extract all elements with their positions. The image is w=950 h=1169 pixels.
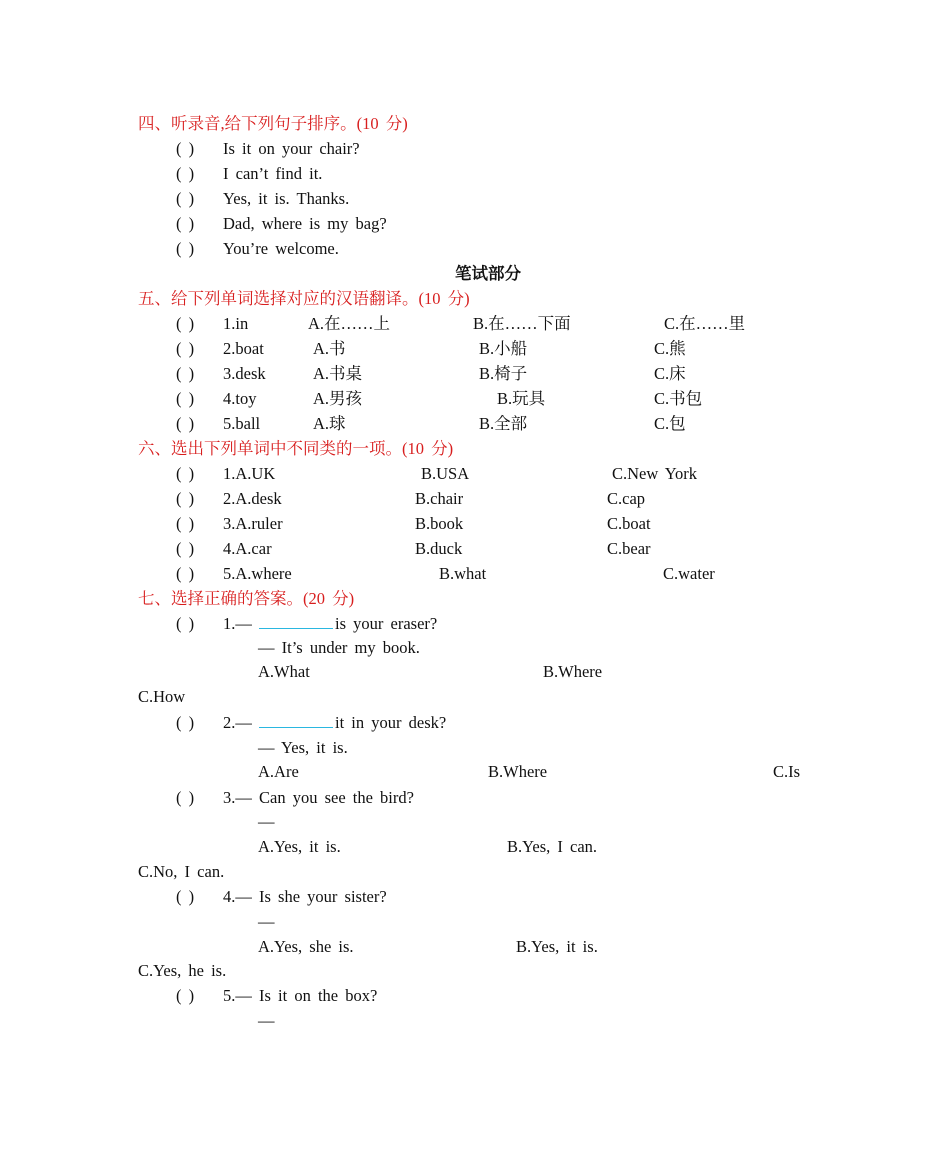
option-b: B.book <box>415 514 464 533</box>
question-text: is your eraser? <box>335 614 438 633</box>
question-word: 4.toy <box>223 389 257 408</box>
answer-paren: ( ) <box>176 239 195 258</box>
answer-paren: ( ) <box>176 489 195 508</box>
sentence-text: Is it on your chair? <box>223 139 360 158</box>
question-text: 3.— Can you see the bird? <box>223 788 414 807</box>
option-c: C.bear <box>607 539 651 558</box>
option-a: A.在……上 <box>308 314 391 333</box>
sentence-text: Dad, where is my bag? <box>223 214 387 233</box>
option-b: B.全部 <box>479 414 528 433</box>
answer-paren: ( ) <box>176 564 195 583</box>
question-number: 1.— <box>223 614 252 633</box>
question-text: 5.— Is it on the box? <box>223 986 378 1005</box>
reply-line: — <box>258 1011 275 1030</box>
question-number: 2.— <box>223 713 252 732</box>
option-b: B.Yes, I can. <box>507 837 598 856</box>
option-a: A.What <box>258 662 310 681</box>
question-prompt <box>223 713 446 733</box>
option-a: A.男孩 <box>313 389 363 408</box>
option-a: A.球 <box>313 414 346 433</box>
option-c: C.Yes, he is. <box>138 961 227 980</box>
option-a: A.书桌 <box>313 364 363 383</box>
answer-paren: ( ) <box>176 389 195 408</box>
option-b: B.what <box>439 564 487 583</box>
option-a: 3.A.ruler <box>223 514 283 533</box>
fill-blank[interactable] <box>259 614 333 629</box>
option-b: B.在……下面 <box>473 314 571 333</box>
sentence-text: I can’t find it. <box>223 164 323 183</box>
answer-paren: ( ) <box>176 139 195 158</box>
option-b: B.玩具 <box>497 389 546 408</box>
option-a: 5.A.where <box>223 564 292 583</box>
option-c: C.Is <box>773 762 801 781</box>
answer-paren: ( ) <box>176 214 195 233</box>
reply-line: — <box>258 912 275 931</box>
reply-line: — Yes, it is. <box>258 738 348 757</box>
option-a: A.Yes, it is. <box>258 837 341 856</box>
question-word: 2.boat <box>223 339 264 358</box>
option-c: C.No, I can. <box>138 862 225 881</box>
option-b: B.USA <box>421 464 470 483</box>
section-4-title: 四、听录音,给下列句子排序。(10 分) <box>138 114 408 133</box>
answer-paren: ( ) <box>176 164 195 183</box>
answer-paren: ( ) <box>176 464 195 483</box>
option-c: C.water <box>663 564 715 583</box>
option-b: B.Where <box>543 662 603 681</box>
question-word: 1.in <box>223 314 249 333</box>
section-6-title: 六、选出下列单词中不同类的一项。(10 分) <box>138 439 454 458</box>
option-c: C.书包 <box>654 389 703 408</box>
option-b: B.duck <box>415 539 463 558</box>
option-a: A.Yes, she is. <box>258 937 354 956</box>
answer-paren: ( ) <box>176 614 195 633</box>
sentence-text: You’re welcome. <box>223 239 339 258</box>
option-c: C.包 <box>654 414 686 433</box>
written-part-title: 笔试部分 <box>455 264 521 283</box>
section-5-title: 五、给下列单词选择对应的汉语翻译。(10 分) <box>138 289 470 308</box>
question-text: 4.— Is she your sister? <box>223 887 387 906</box>
option-b: B.小船 <box>479 339 528 358</box>
answer-paren: ( ) <box>176 339 195 358</box>
option-c: C.cap <box>607 489 646 508</box>
option-a: 4.A.car <box>223 539 272 558</box>
option-b: B.Where <box>488 762 548 781</box>
answer-paren: ( ) <box>176 986 195 1005</box>
option-a: 2.A.desk <box>223 489 282 508</box>
question-text: it in your desk? <box>335 713 447 732</box>
answer-paren: ( ) <box>176 887 195 906</box>
section-7-title: 七、选择正确的答案。(20 分) <box>138 589 355 608</box>
question-word: 5.ball <box>223 414 261 433</box>
option-c: C.床 <box>654 364 686 383</box>
option-a: A.Are <box>258 762 299 781</box>
reply-line: — <box>258 812 275 831</box>
answer-paren: ( ) <box>176 364 195 383</box>
answer-paren: ( ) <box>176 788 195 807</box>
option-b: B.椅子 <box>479 364 528 383</box>
option-a: A.书 <box>313 339 346 358</box>
answer-paren: ( ) <box>176 314 195 333</box>
option-b: B.Yes, it is. <box>516 937 598 956</box>
option-c: C.熊 <box>654 339 686 358</box>
reply-line: — It’s under my book. <box>258 638 420 657</box>
answer-paren: ( ) <box>176 414 195 433</box>
option-c: C.How <box>138 687 186 706</box>
option-c: C.boat <box>607 514 651 533</box>
question-prompt <box>223 614 437 634</box>
option-c: C.New York <box>612 464 698 483</box>
option-a: 1.A.UK <box>223 464 276 483</box>
answer-paren: ( ) <box>176 539 195 558</box>
option-c: C.在……里 <box>664 314 746 333</box>
answer-paren: ( ) <box>176 189 195 208</box>
question-word: 3.desk <box>223 364 266 383</box>
option-b: B.chair <box>415 489 464 508</box>
answer-paren: ( ) <box>176 713 195 732</box>
fill-blank[interactable] <box>259 713 333 728</box>
answer-paren: ( ) <box>176 514 195 533</box>
sentence-text: Yes, it is. Thanks. <box>223 189 350 208</box>
